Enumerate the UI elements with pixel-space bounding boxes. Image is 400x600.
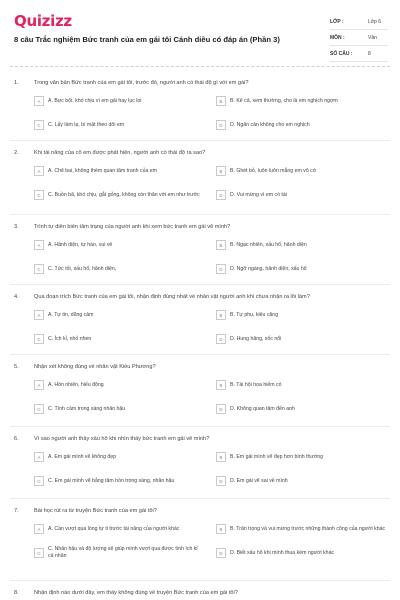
option-letter-box: C xyxy=(34,120,44,130)
option-text: D. Biết xấu hổ khi mình thua kém người khác xyxy=(230,549,335,556)
option-text: C. Tức tối, xấu hổ, hãnh diện, xyxy=(48,265,117,272)
option-text: A. Cần vượt qua lòng tự ti trước tài năng của người khác xyxy=(48,525,180,532)
option-letter-box: D xyxy=(216,264,226,274)
option-letter-box: C xyxy=(34,190,44,200)
option-text: D. Ngăn cản không cho em nghịch xyxy=(230,121,310,128)
option-text: B. Ngạc nhiên, xấu hổ, hãnh diện xyxy=(230,241,307,248)
option-text: B. Trân trọng và vui mừng trước những thành công của người khác xyxy=(230,525,386,532)
question-text: Trình tự diễn biến tâm trạng của người anh khi xem bức tranh em gái vẽ mình? xyxy=(34,224,231,230)
option-letter-box: A xyxy=(34,240,44,250)
meta-label: MÔN : xyxy=(330,34,345,41)
option-c[interactable] xyxy=(34,400,204,418)
option-d[interactable] xyxy=(216,186,390,204)
option-c[interactable] xyxy=(34,330,204,348)
option-letter-box: C xyxy=(34,334,44,344)
option-d[interactable] xyxy=(216,400,390,418)
option-letter-box: D xyxy=(216,120,226,130)
question-header xyxy=(14,436,394,446)
option-b[interactable] xyxy=(216,376,390,394)
option-text: B. Em gái mình vẽ đẹp hơn bình thường xyxy=(230,453,324,460)
question-divider xyxy=(10,498,390,499)
question-header xyxy=(14,80,394,90)
question-header xyxy=(14,294,394,304)
question-divider xyxy=(10,580,390,581)
option-b[interactable] xyxy=(216,92,390,110)
question-number: 4. xyxy=(14,294,19,300)
option-letter-box: A xyxy=(34,380,44,390)
option-c[interactable] xyxy=(34,116,204,134)
question-text: Vì sao người anh thấy xấu hổ khi nhìn thấy bức tranh em gái vẽ mình? xyxy=(34,436,210,442)
option-b[interactable] xyxy=(216,520,390,538)
question-number: 5. xyxy=(14,364,19,370)
question-number: 2. xyxy=(14,150,19,156)
question-header xyxy=(14,508,394,518)
option-letter-box: B xyxy=(216,524,226,534)
option-text: A. Em gái mình vẽ không đẹp xyxy=(48,453,117,460)
option-b[interactable] xyxy=(216,306,390,324)
meta-value: 8 xyxy=(368,50,371,57)
option-text: C. Lấy làm lạ, bí mật theo dõi em xyxy=(48,121,125,128)
option-text: A. Hãnh diện, tự hào, vui vẻ xyxy=(48,241,113,248)
option-c[interactable] xyxy=(34,186,204,204)
question-divider xyxy=(10,214,390,215)
option-letter-box: C xyxy=(34,264,44,274)
option-d[interactable] xyxy=(216,116,390,134)
option-d[interactable] xyxy=(216,472,390,490)
option-c[interactable] xyxy=(34,260,204,278)
option-text: C. Em gái mình vẽ bằng tâm hồn trong sáng, nhân hậu xyxy=(48,477,175,484)
meta-label: SỐ CÂU : xyxy=(330,50,353,57)
option-text: A. Tự tin, dũng cảm xyxy=(48,311,94,318)
question-text: Nhận định nào dưới đây, em thấy không đúng về truyện Bức tranh của em gái tôi? xyxy=(34,590,238,596)
option-b[interactable] xyxy=(216,162,390,180)
question-text: Trong văn bản Bức tranh của em gái tôi, trước đó, người anh có thái độ gì với em gái? xyxy=(34,80,249,86)
option-letter-box: D xyxy=(216,404,226,414)
option-c[interactable] xyxy=(34,544,204,562)
option-letter-box: B xyxy=(216,310,226,320)
option-letter-box: B xyxy=(216,166,226,176)
option-text: C. Tình cảm trong sáng nhân hậu xyxy=(48,405,126,412)
option-letter-box: D xyxy=(216,190,226,200)
option-d[interactable] xyxy=(216,260,390,278)
option-letter-box: A xyxy=(34,452,44,462)
option-letter-box: B xyxy=(216,452,226,462)
option-text: D. Em gái vẽ sai về mình xyxy=(230,477,288,484)
question-divider xyxy=(10,354,390,355)
option-letter-box: C xyxy=(34,476,44,486)
question-text: Nhận xét không đúng về nhân vật Kiều Phương? xyxy=(34,364,156,370)
option-letter-box: A xyxy=(34,524,44,534)
option-text: D. Không quan tâm đến anh xyxy=(230,405,295,412)
option-text: B. Ghét bỏ, luôn luôn mắng em vô cớ xyxy=(230,167,317,174)
question-divider xyxy=(10,284,390,285)
option-text: C. Nhân hậu và độ lượng sẽ giúp mình vượt qua được tính ích kỉ cá nhân xyxy=(48,546,198,559)
option-a[interactable] xyxy=(34,376,204,394)
option-letter-box: C xyxy=(34,548,44,558)
option-a[interactable] xyxy=(34,236,204,254)
question-divider xyxy=(10,140,390,141)
question-text: Bài học rút ra từ truyện Bức tranh của em gái tôi? xyxy=(34,508,157,514)
option-d[interactable] xyxy=(216,544,390,562)
option-text: D. Ngỡ ngàng, hãnh diện, xấu hổ xyxy=(230,265,307,272)
question-number: 3. xyxy=(14,224,19,230)
option-letter-box: B xyxy=(216,96,226,106)
option-b[interactable] xyxy=(216,236,390,254)
option-text: A. Bực bội, khó chịu vì em gái hay lục lọi xyxy=(48,97,142,104)
option-letter-box: A xyxy=(34,166,44,176)
option-text: C. Ích kỉ, nhỏ nhen xyxy=(48,335,92,342)
option-letter-box: D xyxy=(216,334,226,344)
question-number: 8. xyxy=(14,590,19,596)
option-text: B. Tự phụ, kiêu căng xyxy=(230,311,279,318)
option-letter-box: B xyxy=(216,240,226,250)
question-text: Khi tài năng của cô em được phát hiện, người anh có thái độ ra sao? xyxy=(34,150,206,156)
question-divider xyxy=(10,426,390,427)
option-a[interactable] xyxy=(34,92,204,110)
question-number: 1. xyxy=(14,80,19,86)
option-a[interactable] xyxy=(34,162,204,180)
option-text: D. Vui mừng vì em có tài xyxy=(230,191,287,198)
question-header xyxy=(14,224,394,234)
question-header xyxy=(14,150,394,160)
meta-value: Văn xyxy=(368,34,377,41)
option-text: D. Hung hăng, xốc nổi xyxy=(230,335,282,342)
option-b[interactable] xyxy=(216,448,390,466)
quiz-title: 8 câu Trắc nghiệm Bức tranh của em gái tôi Cánh diều có đáp án (Phần 3) xyxy=(14,35,280,44)
quizizz-logo: Quizizz xyxy=(14,12,72,30)
option-a[interactable] xyxy=(34,448,204,466)
option-c[interactable] xyxy=(34,472,204,490)
option-letter-box: D xyxy=(216,548,226,558)
question-text: Qua đoạn trích Bức tranh của em gái tôi, nhận định đúng nhất về nhân vật người anh khi chưa nhận ra lỗi lầm? xyxy=(34,294,310,300)
option-letter-box: B xyxy=(216,380,226,390)
option-text: B. Tài hội họa hiếm có xyxy=(230,381,282,388)
option-text: B. Kẻ cả, xem thường, cho là em nghịch ngợm xyxy=(230,97,338,104)
option-text: A. Hồn nhiên, hiếu động xyxy=(48,381,104,388)
option-text: C. Buồn bã, khó chịu, gắt gỏng, không còn thân với em như trước xyxy=(48,191,200,198)
option-a[interactable] xyxy=(34,306,204,324)
question-number: 6. xyxy=(14,436,19,442)
meta-label: LỚP : xyxy=(330,18,344,25)
option-text: A. Chê bai, không thèm quan tâm tranh của em xyxy=(48,167,158,174)
question-header xyxy=(14,590,394,600)
option-letter-box: D xyxy=(216,476,226,486)
option-letter-box: A xyxy=(34,96,44,106)
question-header xyxy=(14,364,394,374)
meta-value: Lớp 6 xyxy=(368,18,382,25)
option-d[interactable] xyxy=(216,330,390,348)
option-letter-box: C xyxy=(34,404,44,414)
option-letter-box: A xyxy=(34,310,44,320)
question-number: 7. xyxy=(14,508,19,514)
option-a[interactable] xyxy=(34,520,204,538)
